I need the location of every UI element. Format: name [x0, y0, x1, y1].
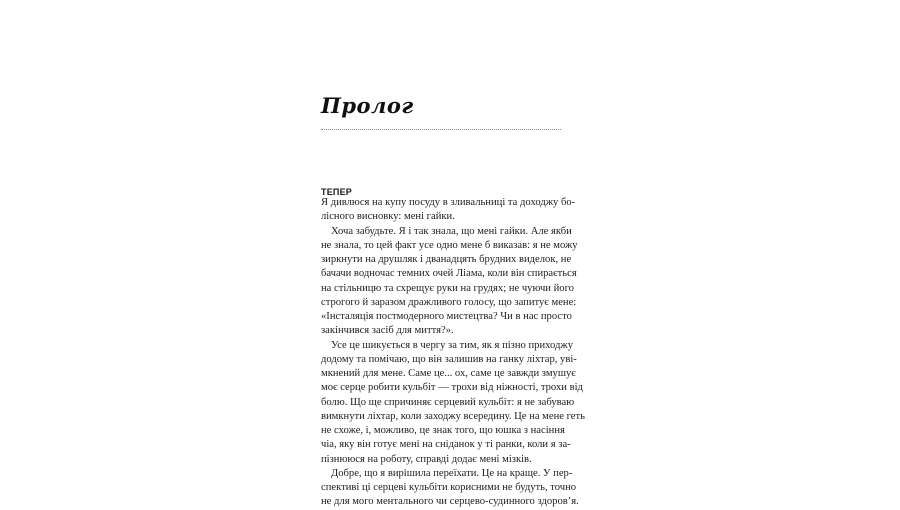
text-line: лісного висновку: мені гайки.	[321, 211, 455, 223]
text-line: не для мого ментального чи серцево-судинного здоров’я.	[321, 496, 579, 508]
body-text	[321, 196, 585, 510]
text-line: «Інсталяція постмодерного мистецтва? Чи в нас просто	[321, 311, 572, 322]
text-line: спективі ці серцеві кульбіти корисними не будуть, точно	[321, 482, 577, 493]
text-line: Я дивлюся на купу посуду в зливальниці та доходжу бо-	[321, 197, 576, 208]
text-line: вимкнути ліхтар, коли заходжу всередину. Це на мене геть	[321, 410, 585, 422]
text-line: не схоже, і, можливо, це знак того, що юшка з насіння	[321, 425, 565, 436]
text-line: строгого й заразом дражливого голосу, що запитує мене:	[321, 296, 577, 308]
text-line: додому та помічаю, що він залишив на ганку ліхтар, уві-	[321, 353, 577, 365]
chapter-title: Пролог	[321, 93, 414, 118]
text-line: Добре, що я вирішила переїхати. Це на краще. У пер-	[331, 467, 573, 479]
text-line: закінчився засіб для миття?».	[321, 325, 454, 337]
text-line: не знала, то цей факт усе одно мене б виказав: я не можу	[321, 239, 578, 251]
text-line: мкнений для мене. Саме це... ох, саме це завжди змушує	[321, 368, 576, 379]
text-line: Усе це шикується в чергу за тим, як я пізно приходжу	[331, 339, 574, 351]
text-line: пізнююся на роботу, справді додає мені мізків.	[321, 453, 532, 465]
text-line: Хоча забудьте. Я і так знала, що мені гайки. Але якби	[331, 225, 572, 237]
text-line: бачачи водночас темних очей Ліама, коли він спирається	[321, 268, 577, 280]
text-line: чіа, яку він готує мені на сніданок у ті ранки, коли я за-	[321, 439, 571, 451]
text-line: моє серце робити кульбіт — трохи від ніжності, трохи від	[321, 382, 583, 394]
dotted-divider	[321, 129, 561, 130]
text-line: на стільницю та схрещує руки на грудях; не чуючи його	[321, 282, 574, 294]
text-line: болю. Що ще спричиняє серцевий кульбіт: я не забуваю	[321, 396, 575, 408]
section-label: ТЕПЕР	[321, 187, 352, 197]
text-line: зиркнути на друшляк і дванадцять брудних виделок, не	[321, 254, 572, 265]
